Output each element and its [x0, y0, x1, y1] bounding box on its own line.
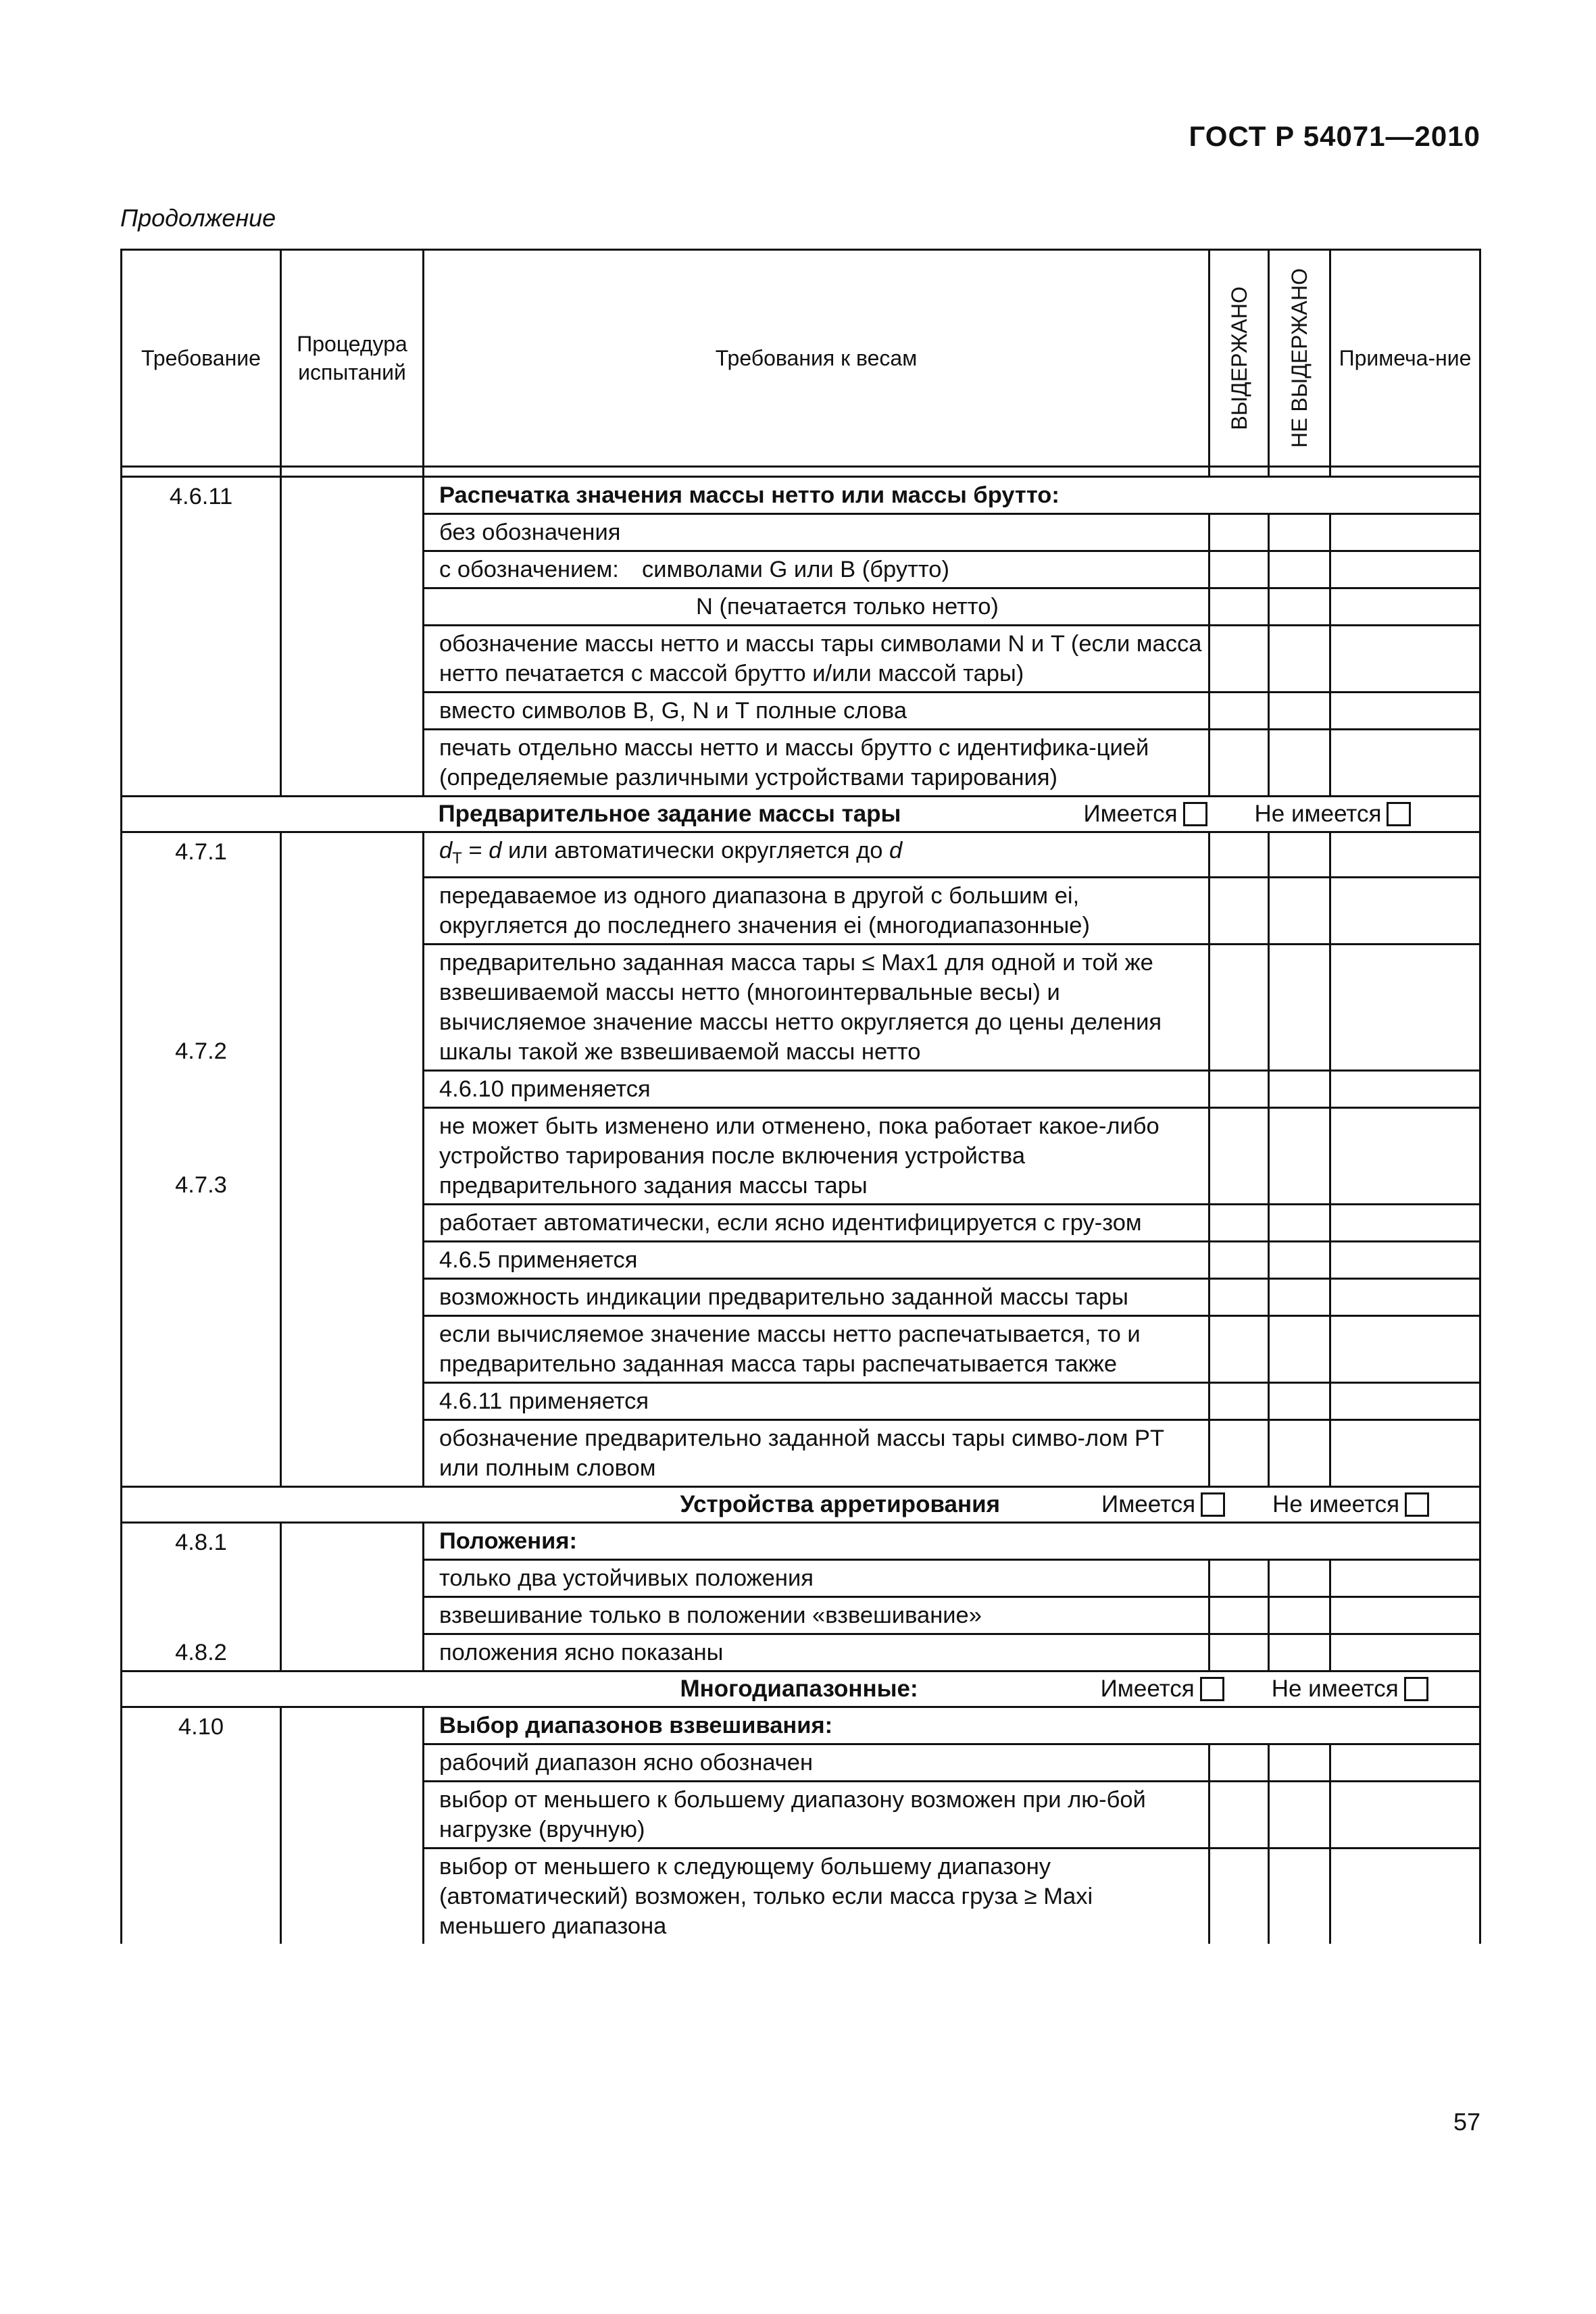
- passed-cell[interactable]: [1210, 1382, 1269, 1419]
- section-title: Устройства арретирования: [680, 1490, 1001, 1517]
- note-cell[interactable]: [1330, 1744, 1480, 1781]
- failed-cell[interactable]: [1269, 1241, 1330, 1278]
- page-number: 57: [1453, 2108, 1480, 2136]
- failed-cell[interactable]: [1269, 1559, 1330, 1596]
- row-text: работает автоматически, если ясно идентифицируется с гру-зом: [424, 1204, 1210, 1241]
- passed-cell[interactable]: [1210, 1781, 1269, 1848]
- req-number: 4.6.11: [122, 477, 281, 514]
- row-text: 4.6.10 применяется: [424, 1070, 1210, 1107]
- note-cell[interactable]: [1330, 832, 1480, 878]
- row-text: положения ясно показаны: [424, 1634, 1210, 1671]
- row-text: без обозначения: [424, 514, 1210, 551]
- note-cell[interactable]: [1330, 551, 1480, 588]
- passed-cell[interactable]: [1210, 1315, 1269, 1382]
- requirements-table: [120, 249, 1481, 1944]
- table-row: [122, 944, 1480, 1070]
- failed-cell[interactable]: [1269, 626, 1330, 693]
- passed-cell[interactable]: [1210, 514, 1269, 551]
- section-title: Предварительное задание массы тары: [438, 801, 901, 827]
- present-checkbox[interactable]: [1183, 802, 1207, 826]
- note-cell[interactable]: [1330, 1315, 1480, 1382]
- row-text: вместо символов B, G, N и T полные слова: [424, 693, 1210, 730]
- passed-cell[interactable]: [1210, 1744, 1269, 1781]
- row-text: 4.6.11 применяется: [424, 1382, 1210, 1419]
- failed-cell[interactable]: [1269, 1744, 1330, 1781]
- col-passed: [1210, 250, 1269, 467]
- row-text: только два устойчивых положения: [424, 1559, 1210, 1596]
- passed-cell[interactable]: [1210, 626, 1269, 693]
- col-note: Примеча-ние: [1330, 250, 1480, 467]
- present-label: Имеется: [1100, 1675, 1195, 1702]
- table-row: [122, 1278, 1480, 1315]
- header-separator: [122, 467, 1480, 477]
- passed-cell[interactable]: [1210, 1848, 1269, 1944]
- note-cell[interactable]: [1330, 1241, 1480, 1278]
- note-cell[interactable]: [1330, 1848, 1480, 1944]
- passed-cell[interactable]: [1210, 730, 1269, 797]
- row-text: [424, 551, 1210, 588]
- passed-cell[interactable]: [1210, 1241, 1269, 1278]
- present-checkbox[interactable]: [1200, 1677, 1224, 1701]
- row-text: рабочий диапазон ясно обозначен: [424, 1744, 1210, 1781]
- present-option[interactable]: [1083, 799, 1207, 829]
- row-text-indented: N (печатается только нетто): [696, 594, 999, 620]
- col-failed-label: НЕ ВЫДЕРЖАНО: [1287, 268, 1312, 448]
- row-heading: Выбор диапазонов взвешивания:: [424, 1707, 1480, 1744]
- failed-cell[interactable]: [1269, 1278, 1330, 1315]
- note-cell[interactable]: [1330, 588, 1480, 626]
- table-row: [122, 1382, 1480, 1419]
- present-checkbox[interactable]: [1201, 1492, 1225, 1517]
- table-header-row: [122, 250, 1480, 467]
- req-number: 4.8.2: [122, 1634, 281, 1671]
- table-row: [122, 477, 1480, 514]
- row-text: печать отдельно массы нетто и массы брутто с идентифика-цией (определяемые различными устройствами тарирования): [424, 730, 1210, 797]
- section-row-preset-tare: [122, 797, 1480, 832]
- section-row-multirange: [122, 1671, 1480, 1707]
- table-row: [122, 730, 1480, 797]
- row-text: предварительно заданная масса тары ≤ Max1 для одной и той же взвешиваемой массы нетто (многоинтервальные весы) и вычисляемое значение массы нетто округляется до цены деления шкалы такой же взвешиваемой массы нетто: [424, 944, 1210, 1070]
- note-cell[interactable]: [1330, 1559, 1480, 1596]
- table-row: [122, 1107, 1480, 1204]
- passed-cell[interactable]: [1210, 877, 1269, 944]
- absent-option[interactable]: [1255, 799, 1412, 829]
- absent-checkbox[interactable]: [1405, 1492, 1429, 1517]
- col-requirement: Требование: [122, 250, 281, 467]
- absent-option[interactable]: [1272, 1674, 1428, 1704]
- procedure-cell: [281, 477, 424, 514]
- row-text: передаваемое из одного диапазона в другой с большим ei, округляется до последнего значения ei (многодиапазонные): [424, 877, 1210, 944]
- failed-cell[interactable]: [1269, 1107, 1330, 1204]
- note-cell[interactable]: [1330, 877, 1480, 944]
- row-text: выбор от меньшего к следующему большему диапазону (автоматический) возможен, только если масса груза ≥ Maxi меньшего диапазона: [424, 1848, 1210, 1944]
- table-row: [122, 1559, 1480, 1596]
- table-row: [122, 626, 1480, 693]
- note-cell[interactable]: [1330, 1781, 1480, 1848]
- note-cell[interactable]: [1330, 626, 1480, 693]
- passed-cell[interactable]: [1210, 1634, 1269, 1671]
- row-text: обозначение предварительно заданной массы тары симво-лом PT или полным словом: [424, 1419, 1210, 1486]
- table-row: [122, 1744, 1480, 1781]
- note-cell[interactable]: [1330, 1204, 1480, 1241]
- row-text: 4.6.5 применяется: [424, 1241, 1210, 1278]
- failed-cell[interactable]: [1269, 944, 1330, 1070]
- passed-cell[interactable]: [1210, 944, 1269, 1070]
- table-row: [122, 1634, 1480, 1671]
- row-text: возможность индикации предварительно заданной массы тары: [424, 1278, 1210, 1315]
- table-row: [122, 1781, 1480, 1848]
- row-text: $d_T = d$ или автоматически округляется до d: [424, 832, 1210, 878]
- failed-cell[interactable]: [1269, 877, 1330, 944]
- table-row: [122, 1848, 1480, 1944]
- passed-cell[interactable]: [1210, 1596, 1269, 1634]
- req-number: 4.7.3: [122, 1107, 281, 1204]
- row-text: взвешивание только в положении «взвешивание»: [424, 1596, 1210, 1634]
- note-cell[interactable]: [1330, 1596, 1480, 1634]
- present-option[interactable]: [1101, 1490, 1225, 1519]
- failed-cell[interactable]: [1269, 1204, 1330, 1241]
- passed-cell[interactable]: [1210, 832, 1269, 878]
- present-label: Имеется: [1083, 801, 1178, 827]
- absent-label: Не имеется: [1271, 1675, 1399, 1702]
- failed-cell[interactable]: [1269, 1419, 1330, 1486]
- table-row: [122, 1707, 1480, 1744]
- col-procedure: Процедура испытаний: [281, 250, 424, 467]
- failed-cell[interactable]: [1269, 693, 1330, 730]
- table-row: [122, 551, 1480, 588]
- continuation-label: Продолжение: [120, 204, 276, 232]
- document-header: ГОСТ Р 54071—2010: [1189, 120, 1480, 152]
- row-text: если вычисляемое значение массы нетто распечатывается, то и предварительно заданная масса тары распечатывается также: [424, 1315, 1210, 1382]
- table-row: [122, 1241, 1480, 1278]
- section-title: Многодиапазонные:: [680, 1675, 918, 1702]
- row-text: обозначение массы нетто и массы тары символами N и T (если масса нетто печатается с массой брутто и/или массой тары): [424, 626, 1210, 693]
- table-row: [122, 1522, 1480, 1559]
- col-scale-requirements: Требования к весам: [424, 250, 1210, 467]
- failed-cell[interactable]: [1269, 1848, 1330, 1944]
- note-cell[interactable]: [1330, 730, 1480, 797]
- req-number: 4.10: [122, 1707, 281, 1744]
- col-failed: [1269, 250, 1330, 467]
- note-cell[interactable]: [1330, 693, 1480, 730]
- failed-cell[interactable]: [1269, 551, 1330, 588]
- row-text: [424, 588, 1210, 626]
- passed-cell[interactable]: [1210, 1278, 1269, 1315]
- section-row-arresting: [122, 1486, 1480, 1522]
- table-row: [122, 1419, 1480, 1486]
- failed-cell[interactable]: [1269, 1634, 1330, 1671]
- failed-cell[interactable]: [1269, 1781, 1330, 1848]
- failed-cell[interactable]: [1269, 1596, 1330, 1634]
- failed-cell[interactable]: [1269, 730, 1330, 797]
- passed-cell[interactable]: [1210, 588, 1269, 626]
- note-cell[interactable]: [1330, 944, 1480, 1070]
- note-cell[interactable]: [1330, 1634, 1480, 1671]
- passed-cell[interactable]: [1210, 1419, 1269, 1486]
- row-text: выбор от меньшего к большему диапазону возможен при лю-бой нагрузке (вручную): [424, 1781, 1210, 1848]
- table-row: [122, 877, 1480, 944]
- absent-option[interactable]: [1272, 1490, 1429, 1519]
- failed-cell[interactable]: [1269, 588, 1330, 626]
- table-row: [122, 832, 1480, 878]
- note-cell[interactable]: [1330, 1419, 1480, 1486]
- table-row: [122, 1204, 1480, 1241]
- passed-cell[interactable]: [1210, 551, 1269, 588]
- req-number: 4.7.1: [122, 832, 281, 878]
- absent-checkbox[interactable]: [1404, 1677, 1428, 1701]
- table-row: [122, 514, 1480, 551]
- failed-cell[interactable]: [1269, 832, 1330, 878]
- row-text-a: с обозначением:: [439, 557, 619, 582]
- passed-cell[interactable]: [1210, 1070, 1269, 1107]
- col-passed-label: ВЫДЕРЖАНО: [1226, 286, 1251, 430]
- note-cell[interactable]: [1330, 1382, 1480, 1419]
- failed-cell[interactable]: [1269, 1382, 1330, 1419]
- failed-cell[interactable]: [1269, 1070, 1330, 1107]
- table-row: [122, 693, 1480, 730]
- req-number: 4.8.1: [122, 1522, 281, 1559]
- absent-label: Не имеется: [1254, 801, 1382, 827]
- passed-cell[interactable]: [1210, 693, 1269, 730]
- row-heading: Положения:: [424, 1522, 1480, 1559]
- row-text-b: символами G или B (брутто): [642, 557, 949, 582]
- req-number: 4.7.2: [122, 944, 281, 1070]
- absent-label: Не имеется: [1272, 1490, 1400, 1517]
- table-row: [122, 1315, 1480, 1382]
- note-cell[interactable]: [1330, 1070, 1480, 1107]
- note-cell[interactable]: [1330, 1278, 1480, 1315]
- failed-cell[interactable]: [1269, 514, 1330, 551]
- passed-cell[interactable]: [1210, 1107, 1269, 1204]
- row-text: не может быть изменено или отменено, пока работает какое-либо устройство тарирования после включения устройства предварительного задания массы тары: [424, 1107, 1210, 1204]
- present-label: Имеется: [1101, 1490, 1196, 1517]
- note-cell[interactable]: [1330, 1107, 1480, 1204]
- absent-checkbox[interactable]: [1387, 802, 1411, 826]
- table-row: [122, 588, 1480, 626]
- failed-cell[interactable]: [1269, 1315, 1330, 1382]
- passed-cell[interactable]: [1210, 1204, 1269, 1241]
- passed-cell[interactable]: [1210, 1559, 1269, 1596]
- table-row: [122, 1070, 1480, 1107]
- table-row: [122, 1596, 1480, 1634]
- present-option[interactable]: [1101, 1674, 1224, 1704]
- note-cell[interactable]: [1330, 514, 1480, 551]
- row-heading: Распечатка значения массы нетто или массы брутто:: [424, 477, 1480, 514]
